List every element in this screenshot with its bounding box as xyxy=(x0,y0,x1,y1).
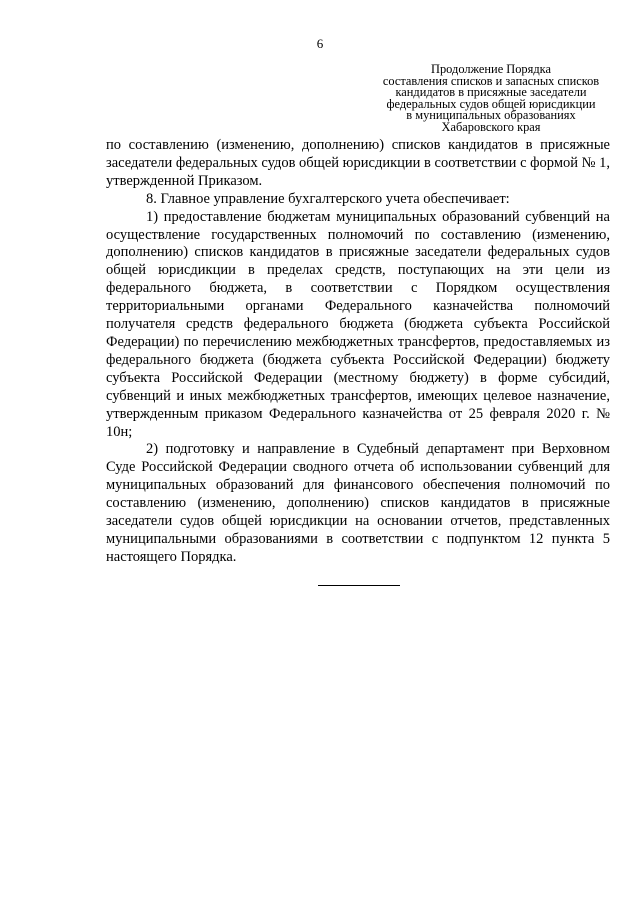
continuation-header xyxy=(376,64,606,134)
page-number: 6 xyxy=(316,36,324,51)
paragraph-continuation: по составлению (изменению, дополнению) списков кандидатов в присяжные заседатели федеральных судов общей юрисдикции в соответствии с формой № 1, утвержденной Приказом. xyxy=(106,137,610,189)
header-line: кандидатов в присяжные заседатели xyxy=(395,85,587,100)
header-line: в муниципальных образованиях xyxy=(406,108,576,123)
header-line: составления списков и запасных списков xyxy=(382,73,600,88)
paragraph-item-8: 8. Главное управление бухгалтерского учета обеспечивает: xyxy=(146,190,510,207)
header-line: федеральных судов общей юрисдикции xyxy=(386,96,596,111)
document-body xyxy=(106,137,610,567)
header-line: Хабаровского края xyxy=(441,119,541,134)
header-line: Продолжение Порядка xyxy=(431,62,551,76)
end-of-document-rule xyxy=(318,585,400,586)
paragraph-item-8-2: 2) подготовку и направление в Судебный департамент при Верховном Суде Российской Федерации сводного отчета об использовании субвенций для муниципальных образований для финансового обеспечения полномочий по составлению (изменению, дополнению) списков кандидатов в присяжные заседатели судов общей юрисдикции на основании отчетов, представленных муниципальными образованиями в соответствии с подпунктом 12 пункта 5 настоящего Порядка. xyxy=(106,441,610,565)
paragraph-item-8-1: 1) предоставление бюджетам муниципальных образований субвенций на осуществление государственных полномочий по составлению (изменению, дополнению) списков кандидатов в присяжные заседатели федеральных судов общей юрисдикции в пределах средств, поступающих на эти цели из федерального бюджета, в соответствии с Порядком осуществления территориальными органами Федерального казначейства полномочий получателя средств федерального бюджета (бюджета субъекта Российской Федерации) по перечислению межбюджетных трансфертов, предоставляемых из федерального бюджета (бюджета субъекта Российской Федерации) бюджету субъекта Российской Федерации (местному бюджету) в форме субсидий, субвенций и иных межбюджетных трансфертов, имеющих целевое назначение, утвержденным приказом Федерального казначейства от 25 февраля 2020 г. № 10н; xyxy=(106,208,610,440)
